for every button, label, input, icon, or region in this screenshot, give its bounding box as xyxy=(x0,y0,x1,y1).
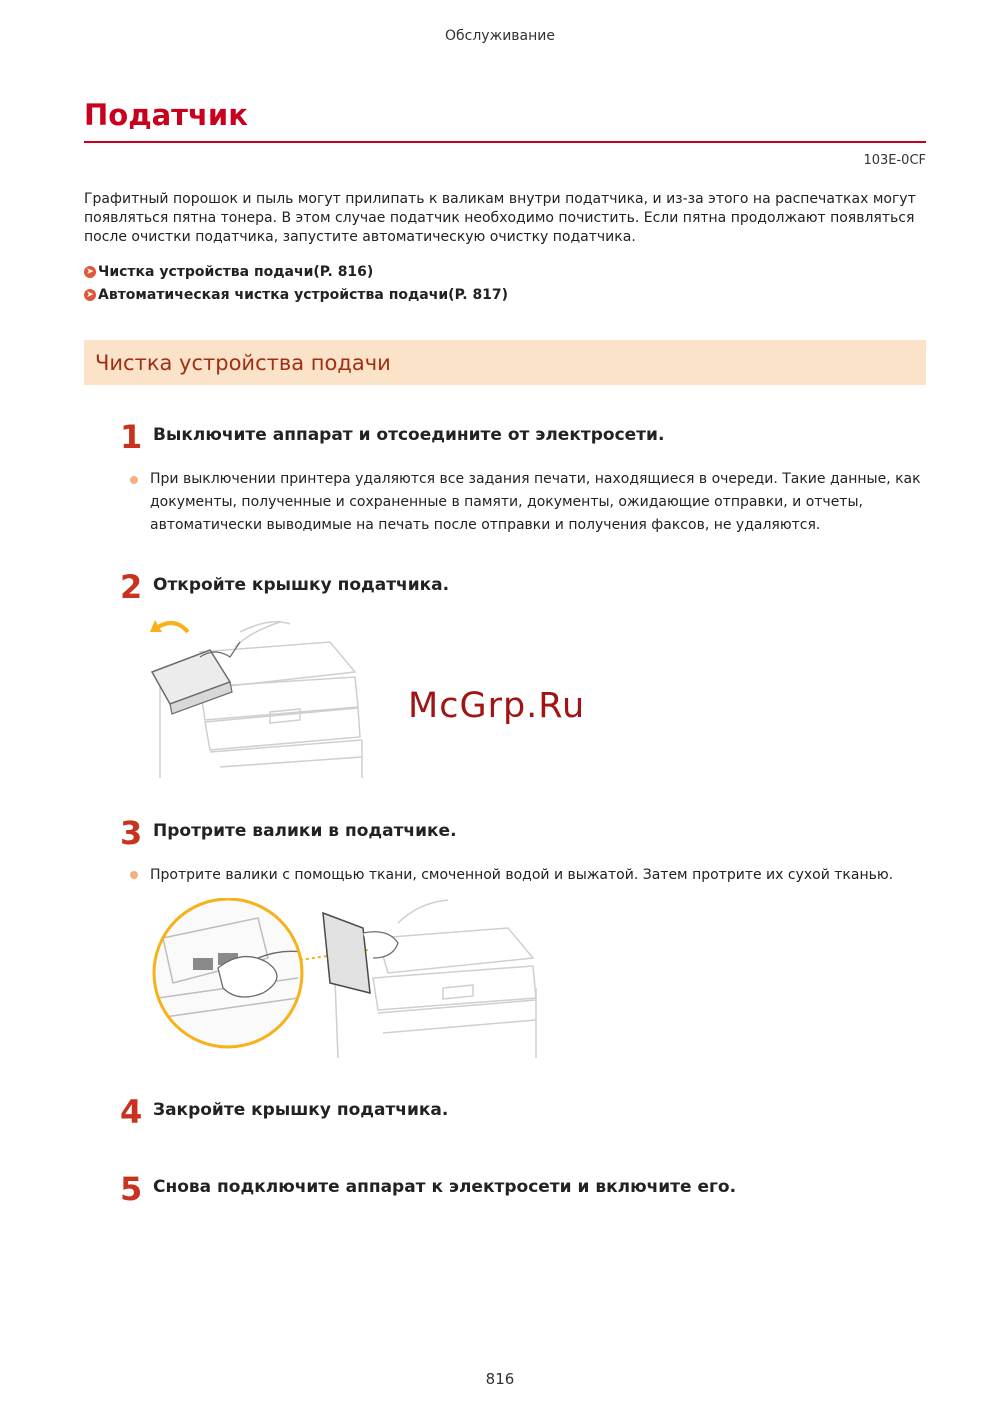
step-text: Снова подключите аппарат к электросети и включите его. xyxy=(153,1177,737,1197)
step-number: 4 xyxy=(120,1093,143,1131)
title-divider xyxy=(84,141,926,143)
link-arrow-icon: ➤ xyxy=(84,266,96,278)
bullet-icon xyxy=(130,871,138,879)
running-header: Обслуживание xyxy=(445,28,555,44)
step-number: 3 xyxy=(120,814,143,852)
step-number: 1 xyxy=(120,418,143,456)
link-auto-cleaning-feeder[interactable] xyxy=(84,287,508,303)
watermark: McGrp.Ru xyxy=(408,686,586,726)
bullet-icon xyxy=(130,476,138,484)
open-feeder-cover-illustration xyxy=(140,612,370,782)
step-text: Откройте крышку податчика. xyxy=(153,575,450,595)
step-number: 5 xyxy=(120,1170,143,1208)
link-label[interactable]: Чистка устройства подачи(P. 816) xyxy=(98,264,374,280)
intro-paragraph: Графитный порошок и пыль могут прилипать к валикам внутри податчика, и из-за этого на распечатках могут появляться пятна тонера. В этом случае податчик необходимо почистить. Если пятна продолжают появляться после очистки податчика, запустите автоматическую очистку податчика. xyxy=(84,191,916,245)
document-code: 103E-0CF xyxy=(863,153,926,168)
step-text: Протрите валики в податчике. xyxy=(153,821,457,841)
page-title: Податчик xyxy=(84,98,248,132)
step-text: Выключите аппарат и отсоедините от электросети. xyxy=(153,425,665,445)
step-note: При выключении принтера удаляются все задания печати, находящиеся в очереди. Такие данные, как документы, полученные и сохраненные в памяти, документы, ожидающие отправки, и отчеты, автоматически выводимые на печать после отправки и получения факсов, не удаляются. xyxy=(150,471,921,533)
step-number: 2 xyxy=(120,568,143,606)
link-label[interactable]: Автоматическая чистка устройства подачи(P. 817) xyxy=(98,287,509,303)
link-cleaning-feeder[interactable] xyxy=(84,264,373,280)
step-note: Протрите валики с помощью ткани, смоченной водой и выжатой. Затем протрите их сухой тканью. xyxy=(150,867,894,883)
link-arrow-icon: ➤ xyxy=(84,289,96,301)
section-title: Чистка устройства подачи xyxy=(95,351,391,375)
wipe-rollers-illustration xyxy=(148,898,540,1060)
step-text: Закройте крышку податчика. xyxy=(153,1100,449,1120)
page-number: 816 xyxy=(485,1370,515,1388)
